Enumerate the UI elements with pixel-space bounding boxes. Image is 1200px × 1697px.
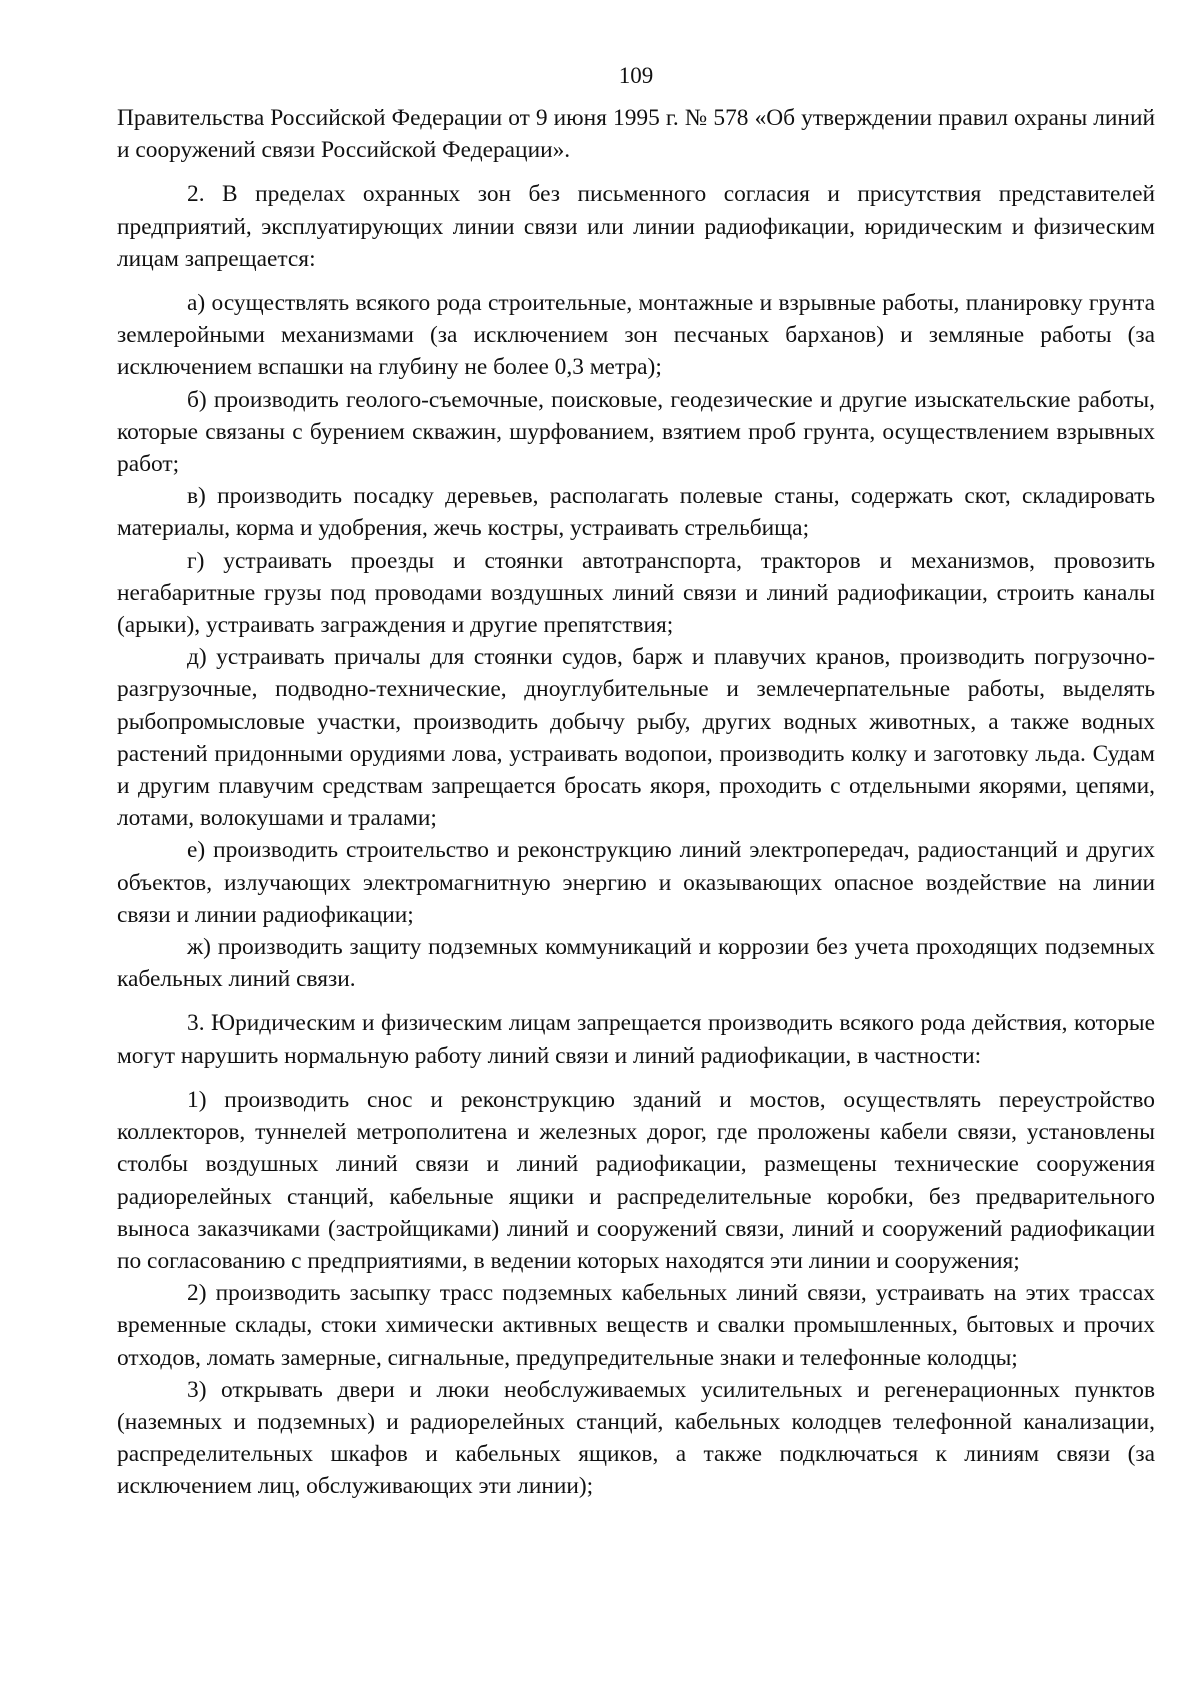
document-page <box>117 62 1155 1503</box>
paragraph-clause-2: 2. В пределах охранных зон без письменного согласия и присутствия представителей предприятий, эксплуатирующих линии связи или линии радиофикации, юридическим и физическим лицам запрещается: <box>117 181 1155 272</box>
paragraph-item-zh: ж) производить защиту подземных коммуникаций и коррозии без учета проходящих подземных кабельных линий связи. <box>117 934 1155 993</box>
paragraph-item-d: д) устраивать причалы для стоянки судов, барж и плавучих кранов, производить погрузочно-разгрузочные, подводно-технические, дноуглубительные и землечерпательные работы, выделять рыбопромысловые участки, производить добычу рыбу, других водных животных, а также водных растений придонными орудиями лова, устраивать водопои, производить колку и заготовку льда. Судам и другим плавучим средствам запрещается бросать якоря, проходить с отдельными якорями, цепями, лотами, волокушами и тралами; <box>117 644 1155 832</box>
paragraph-item-a: а) осуществлять всякого рода строительные, монтажные и взрывные работы, планировку грунта землеройными механизмами (за исключением зон песчаных барханов) и земляные работы (за исключением вспашки на глубину не более 0,3 метра); <box>117 290 1155 381</box>
paragraph-item-b: б) производить геолого-съемочные, поисковые, геодезические и другие изыскательские работы, которые связаны с бурением скважин, шурфованием, взятием проб грунта, осуществлением взрывных работ; <box>117 386 1155 478</box>
paragraph-clause-3: 3. Юридическим и физическим лицам запрещается производить всякого рода действия, которые могут нарушить нормальную работу линий связи и линий радиофикации, в частности: <box>117 1010 1155 1069</box>
paragraph-item-1: 1) производить снос и реконструкцию зданий и мостов, осуществлять переустройство коллекторов, туннелей метрополитена и железных дорог, где проложены кабели связи, установлены столбы воздушных линий связи и линий радиофикации, размещены технические сооружения радиорелейных станций, кабельные ящики и распределительные коробки, без предварительного выноса заказчиками (застройщиками) линий и сооружений связи, линий и сооружений радиофикации по согласованию с предприятиями, в ведении которых находятся эти линии и сооружения; <box>117 1086 1155 1274</box>
paragraph-item-2: 2) производить засыпку трасс подземных кабельных линий связи, устраивать на этих трассах временные склады, стоки химически активных веществ и свалки промышленных, бытовых и прочих отходов, ломать замерные, сигнальные, предупредительные знаки и телефонные колодцы; <box>117 1280 1155 1371</box>
paragraph-item-v: в) производить посадку деревьев, располагать полевые станы, содержать скот, складировать материалы, корма и удобрения, жечь костры, устраивать стрельбища; <box>117 483 1155 542</box>
paragraph-item-g: г) устраивать проезды и стоянки автотранспорта, тракторов и механизмов, провозить негабаритные грузы под проводами воздушных линий связи и линий радиофикации, строить каналы (арыки), устраивать заграждения и другие препятствия; <box>117 547 1155 639</box>
page-number: 109 <box>618 63 654 88</box>
paragraph-item-e: е) производить строительство и реконструкцию линий электропередач, радиостанций и других объектов, излучающих электромагнитную энергию и оказывающих опасное воздействие на линии связи и линии радиофикации; <box>117 837 1155 928</box>
paragraph-continuation: Правительства Российской Федерации от 9 июня 1995 г. № 578 «Об утверждении правил охраны линий и сооружений связи Российской Федерации». <box>117 105 1155 164</box>
paragraph-item-3: 3) открывать двери и люки необслуживаемых усилительных и регенерационных пунктов (наземных и подземных) и радиорелейных станций, кабельных колодцев телефонной канализации, распределительных шкафов и кабельных ящиков, а также подключаться к линиям связи (за исключением лиц, обслуживающих эти линии); <box>117 1376 1155 1500</box>
